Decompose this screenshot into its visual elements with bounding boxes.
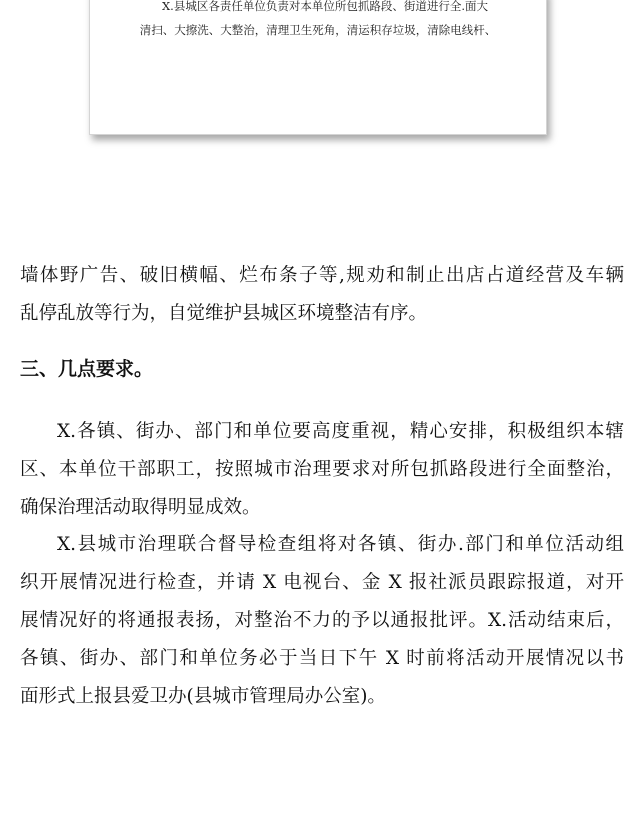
paragraph-line: 各镇、街办、部门和单位务必于当日下午 X 时前将活动开展情况以书 (20, 648, 624, 669)
paragraph-line: 面形式上报县爱卫办(县城市管理局办公室)。 (20, 686, 386, 707)
paragraph-line: X.各镇、街办、部门和单位要高度重视，精心安排，积极组织本辖 (57, 421, 624, 442)
embedded-document-card (89, 0, 547, 135)
paragraph-requirement-2 (20, 526, 624, 716)
paragraph-line: X.县城市治理联合督导检查组将对各镇、街办.部门和单位活动组 (57, 534, 624, 555)
paragraph-continuation (20, 257, 624, 333)
paragraph-line: 展情况好的将通报表扬，对整治不力的予以通报批评。X.活动结束后， (20, 610, 624, 631)
paragraph-line: 乱停乱放等行为，自觉维护县城区环境整洁有序。 (20, 303, 428, 324)
paragraph-line: 织开展情况进行检查，并请 X 电视台、金 X 报社派员跟踪报道，对开 (20, 572, 624, 593)
card-text-line-1: X.县城区各责任单位负责对本单位所包抓路段、街道进行全.面大 (162, 0, 488, 13)
paragraph-line: 确保治理活动取得明显成效。 (20, 497, 261, 518)
paragraph-line: 墙体野广告、破旧横幅、烂布条子等,规劝和制止出店占道经营及车辆 (20, 265, 624, 286)
paragraph-line: 区、本单位干部职工，按照城市治理要求对所包抓路段进行全面整治， (20, 459, 624, 480)
card-text-line-2: 清扫、大擦洗、大整治，清理卫生死角，清运积存垃圾，清除电线杆、 (139, 23, 497, 37)
paragraph-requirement-1 (20, 413, 624, 527)
section-heading: 三、几点要求。 (20, 358, 154, 380)
